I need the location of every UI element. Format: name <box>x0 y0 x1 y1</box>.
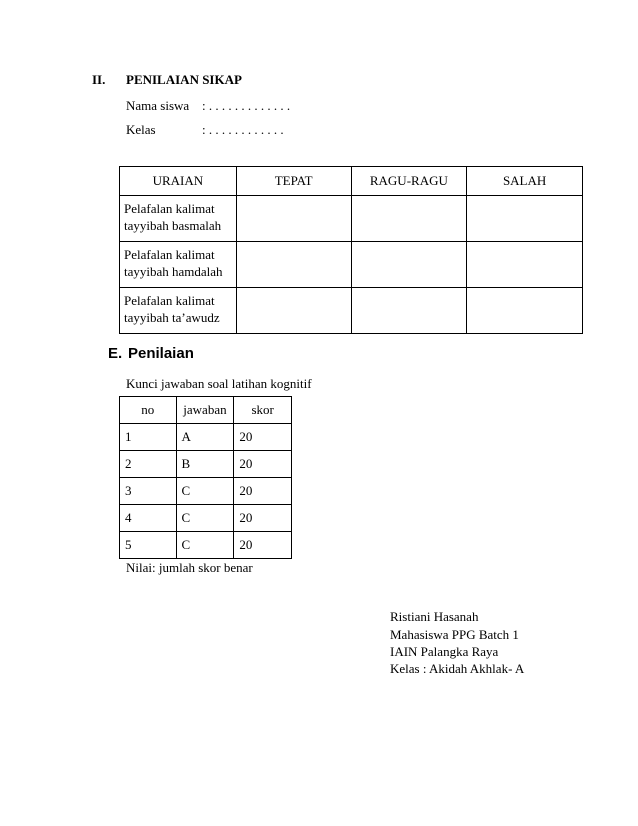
salah-cell[interactable] <box>467 242 583 288</box>
column-header-no: no <box>120 397 177 424</box>
no-cell: 4 <box>120 505 177 532</box>
ragu-ragu-cell[interactable] <box>351 242 467 288</box>
kunci-jawaban-table <box>119 396 292 559</box>
signature-role: Mahasiswa PPG Batch 1 <box>390 627 519 642</box>
sikap-table <box>119 166 583 334</box>
table-header-row <box>120 397 292 424</box>
tepat-cell[interactable] <box>236 242 351 288</box>
table-row <box>120 242 583 288</box>
section-letter: E. <box>108 345 123 362</box>
tepat-cell[interactable] <box>236 288 351 334</box>
kelas-label: Kelas <box>126 122 156 137</box>
column-header-jawaban: jawaban <box>176 397 234 424</box>
skor-cell: 20 <box>234 451 292 478</box>
nama-siswa-label: Nama siswa <box>126 98 190 113</box>
signature-class: Kelas : Akidah Akhlak- A <box>390 661 525 676</box>
column-header-uraian: URAIAN <box>120 167 237 196</box>
jawaban-cell: A <box>176 424 234 451</box>
jawaban-cell: C <box>176 505 234 532</box>
table-row <box>120 196 583 242</box>
kunci-jawaban-intro: Kunci jawaban soal latihan kognitif <box>126 376 312 391</box>
skor-cell: 20 <box>234 505 292 532</box>
skor-cell: 20 <box>234 424 292 451</box>
column-header-ragu-ragu: RAGU-RAGU <box>351 167 467 196</box>
nama-siswa-value: : . . . . . . . . . . . . . <box>202 98 291 113</box>
salah-cell[interactable] <box>467 288 583 334</box>
ragu-ragu-cell[interactable] <box>351 196 467 242</box>
jawaban-cell: C <box>176 478 234 505</box>
signature-institution: IAIN Palangka Raya <box>390 644 499 659</box>
table-row <box>120 532 292 559</box>
uraian-cell: Pelafalan kalimat tayyibah hamdalah <box>120 242 237 288</box>
no-cell: 2 <box>120 451 177 478</box>
no-cell: 5 <box>120 532 177 559</box>
section-heading: Penilaian <box>128 345 194 362</box>
table-row <box>120 424 292 451</box>
jawaban-cell: B <box>176 451 234 478</box>
column-header-skor: skor <box>234 397 292 424</box>
kelas-value: : . . . . . . . . . . . . <box>202 122 284 137</box>
section-number: II. <box>92 72 106 87</box>
column-header-salah: SALAH <box>467 167 583 196</box>
table-row <box>120 451 292 478</box>
uraian-cell: Pelafalan kalimat tayyibah basmalah <box>120 196 237 242</box>
no-cell: 3 <box>120 478 177 505</box>
uraian-cell: Pelafalan kalimat tayyibah ta’awudz <box>120 288 237 334</box>
jawaban-cell: C <box>176 532 234 559</box>
ragu-ragu-cell[interactable] <box>351 288 467 334</box>
skor-cell: 20 <box>234 532 292 559</box>
column-header-tepat: TEPAT <box>236 167 351 196</box>
salah-cell[interactable] <box>467 196 583 242</box>
tepat-cell[interactable] <box>236 196 351 242</box>
table-header-row <box>120 167 583 196</box>
table-row <box>120 288 583 334</box>
skor-cell: 20 <box>234 478 292 505</box>
signature-name: Ristiani Hasanah <box>390 609 479 624</box>
table-row <box>120 478 292 505</box>
table-row <box>120 505 292 532</box>
section-title: PENILAIAN SIKAP <box>126 72 242 87</box>
nilai-footnote: Nilai: jumlah skor benar <box>126 560 253 575</box>
no-cell: 1 <box>120 424 177 451</box>
